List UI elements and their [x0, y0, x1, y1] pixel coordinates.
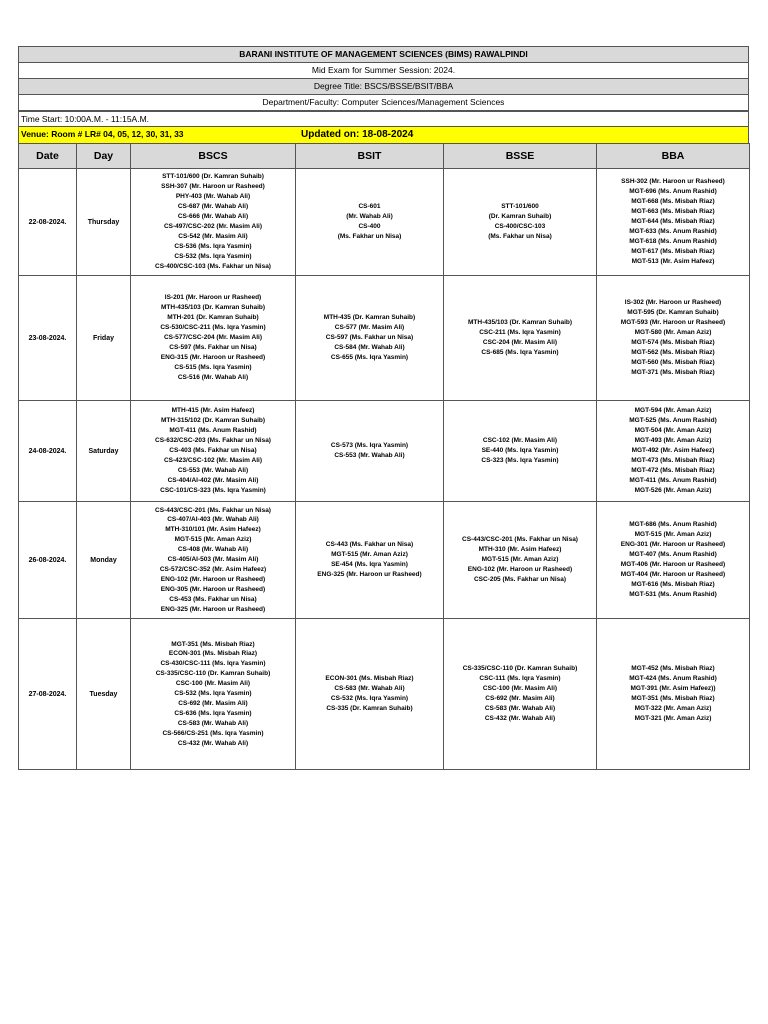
course-entry: MGT-593 (Mr. Haroon ur Rasheed): [620, 319, 726, 327]
course-entry: CS-532 (Ms. Iqra Yasmin): [174, 252, 252, 260]
bscs-cell: [131, 276, 296, 401]
course-entry: CS-405/AI-503 (Mr. Masim Ali): [167, 556, 259, 564]
course-entry: MGT-515 (Mr. Aman Aziz): [481, 556, 559, 564]
course-entry: MGT-351 (Ms. Misbah Riaz): [631, 695, 715, 702]
course-entry: CS-432 (Mr. Wahab Ali): [484, 714, 556, 722]
bba-cell: [597, 401, 750, 502]
bsit-cell: [296, 502, 444, 619]
course-entry: CS-572/CSC-352 (Mr. Asim Hafeez): [159, 565, 267, 573]
course-entry: MGT-644 (Ms. Misbah Riaz): [631, 218, 715, 226]
table-row: [19, 276, 750, 401]
col-header-bsit: BSIT: [296, 144, 444, 169]
course-entry: CS-577 (Mr. Masim Ali): [334, 324, 405, 332]
course-entry: ENG-325 (Mr. Haroon ur Rasheed): [317, 570, 422, 578]
col-header-date: Date: [19, 144, 77, 169]
course-entry: CS-601: [358, 203, 381, 211]
course-entry: CS-553 (Mr. Wahab Ali): [177, 466, 249, 474]
course-entry: CS-497/CSC-202 (Mr. Masim Ali): [163, 223, 262, 230]
course-entry: CS-583 (Mr. Wahab Ali): [484, 704, 556, 712]
course-entry: ENG-325 (Mr. Haroon ur Rasheed): [160, 605, 266, 613]
course-entry: MGT-406 (Mr. Haroon ur Rasheed): [620, 561, 726, 568]
course-entry: CS-400/CSC-103 (Ms. Fakhar un Nisa): [155, 262, 271, 270]
course-entry: (Mr. Wahab Ali): [346, 213, 393, 221]
course-entry: SSH-302 (Mr. Haroon ur Rasheed): [621, 178, 725, 186]
course-entry: CS-583 (Mr. Wahab Ali): [334, 685, 405, 693]
venue-text: Venue: Room # LR# 04, 05, 12, 30, 31, 33: [21, 129, 184, 139]
course-entry: CS-530/CSC-211 (Ms. Iqra Yasmin): [160, 324, 266, 332]
course-entry: CS-583 (Mr. Wahab Ali): [177, 719, 249, 727]
institute-title: BARANI INSTITUTE OF MANAGEMENT SCIENCES (BIMS) RAWALPINDI: [18, 46, 749, 62]
course-entry: ENG-315 (Mr. Haroon ur Rasheed): [160, 353, 266, 361]
course-entry: MGT-424 (Ms. Anum Rashid): [629, 675, 717, 683]
course-entry: MGT-580 (Mr. Aman Aziz): [634, 329, 712, 337]
course-entry: MGT-504 (Mr. Aman Aziz): [634, 427, 712, 435]
course-entry: ENG-301 (Mr. Haroon ur Rasheed): [620, 541, 726, 549]
course-entry: MGT-616 (Ms. Misbah Riaz): [631, 580, 715, 588]
bsse-cell: [444, 169, 597, 276]
course-entry: MGT-531 (Ms. Anum Rashid): [629, 590, 717, 598]
course-entry: CS-692 (Mr. Masim Ali): [485, 695, 555, 702]
date-cell: 22-08-2024.: [19, 169, 77, 276]
course-entry: MGT-391 (Mr. Asim Hafeez)): [630, 685, 716, 693]
course-entry: CS-515 (Ms. Iqra Yasmin): [174, 363, 252, 371]
course-entry: CS-692 (Mr. Masim Ali): [178, 699, 248, 707]
course-entry: MTH-315/102 (Dr. Kamran Suhaib): [160, 417, 266, 425]
course-entry: CS-453 (Ms. Fakhar un Nisa): [169, 595, 257, 603]
department-title: Department/Faculty: Computer Sciences/Management Sciences: [18, 94, 749, 110]
date-cell: 27-08-2024.: [19, 619, 77, 770]
bba-cell: [597, 276, 750, 401]
course-entry: MGT-668 (Ms. Misbah Riaz): [631, 198, 715, 206]
exam-title: Mid Exam for Summer Session: 2024.: [18, 62, 749, 78]
day-cell: Saturday: [77, 401, 131, 502]
course-entry: MGT-633 (Ms. Anum Rashid): [629, 227, 717, 235]
course-entry: CS-432 (Mr. Wahab Ali): [177, 739, 249, 747]
bba-cell: [597, 619, 750, 770]
col-header-bscs: BSCS: [131, 144, 296, 169]
course-entry: ENG-305 (Mr. Haroon ur Rasheed): [160, 585, 266, 593]
course-entry: MGT-617 (Ms. Misbah Riaz): [631, 247, 715, 255]
course-entry: MGT-322 (Mr. Aman Aziz): [634, 704, 712, 712]
updated-date: Updated on: 18-08-2024: [301, 129, 414, 140]
course-entry: CSC-211 (Ms. Iqra Yasmin): [479, 329, 561, 337]
course-entry: CS-400/CSC-103: [494, 223, 546, 230]
bsse-cell: [444, 401, 597, 502]
bba-cell: [597, 502, 750, 619]
bsse-cell: [444, 619, 597, 770]
course-entry: CS-443 (Ms. Fakhar un Nisa): [325, 541, 414, 549]
course-entry: MGT-513 (Mr. Asim Hafeez): [631, 257, 715, 265]
date-cell: 23-08-2024.: [19, 276, 77, 401]
course-entry: CS-577/CSC-204 (Mr. Masim Ali): [163, 334, 262, 342]
course-entry: CS-573 (Ms. Iqra Yasmin): [330, 442, 409, 450]
course-entry: ECON-301 (Ms. Misbah Riaz): [168, 650, 258, 658]
course-entry: MTH-310/101 (Mr. Asim Hafeez): [165, 526, 261, 534]
time-start: Time Start: 10:00A.M. - 11:15A.M.: [18, 110, 749, 126]
course-entry: MGT-493 (Mr. Aman Aziz): [634, 437, 712, 445]
course-entry: IS-302 (Mr. Haroon ur Rasheed): [624, 299, 722, 307]
course-entry: CS-400: [358, 223, 381, 230]
table-row: [19, 401, 750, 502]
course-entry: MGT-525 (Ms. Anum Rashid): [629, 417, 717, 425]
course-entry: MGT-562 (Ms. Misbah Riaz): [631, 348, 715, 356]
bsse-cell: [444, 502, 597, 619]
day-cell: Monday: [77, 502, 131, 619]
course-entry: CS-687 (Mr. Wahab Ali): [177, 203, 249, 211]
course-entry: MGT-411 (Ms. Anum Rashid): [629, 476, 717, 484]
col-header-bba: BBA: [597, 144, 750, 169]
course-entry: MGT-473 (Ms. Misbah Riaz): [631, 456, 715, 464]
course-entry: MGT-515 (Mr. Aman Aziz): [331, 551, 408, 559]
course-entry: CS-553 (Mr. Wahab Ali): [334, 452, 405, 459]
course-entry: MGT-404 (Mr. Haroon ur Rasheed): [620, 570, 726, 578]
datesheet: [18, 46, 749, 770]
course-entry: CS-597 (Ms. Fakhar un Nisa): [169, 343, 257, 351]
bba-cell: [597, 169, 750, 276]
course-entry: MTH-435/103 (Dr. Kamran Suhaib): [467, 319, 573, 327]
course-entry: MTH-310 (Mr. Asim Hafeez): [478, 546, 562, 554]
course-entry: MTH-201 (Dr. Kamran Suhaib): [167, 314, 259, 322]
course-entry: CS-403 (Ms. Fakhar un Nisa): [169, 447, 257, 455]
day-cell: Tuesday: [77, 619, 131, 770]
course-entry: CS-335/CSC-110 (Dr. Kamran Suhaib): [462, 665, 578, 673]
course-entry: MGT-560 (Ms. Misbah Riaz): [631, 358, 715, 366]
course-entry: PHY-403 (Mr. Wahab Ali): [175, 193, 251, 201]
course-entry: MGT-594 (Mr. Aman Aziz): [634, 407, 712, 415]
course-entry: SSH-307 (Mr. Haroon ur Rasheed): [161, 183, 265, 191]
course-entry: MGT-351 (Ms. Misbah Riaz): [171, 640, 255, 648]
course-entry: (Ms. Fakhar un Nisa): [488, 232, 552, 240]
course-entry: CS-407/AI-403 (Mr. Wahab Ali): [167, 516, 259, 524]
col-header-bsse: BSSE: [444, 144, 597, 169]
course-entry: CS-666 (Mr. Wahab Ali): [177, 213, 249, 221]
course-entry: MGT-696 (Ms. Anum Rashid): [629, 188, 717, 196]
course-entry: MGT-663 (Ms. Misbah Riaz): [631, 208, 715, 216]
course-entry: IS-201 (Mr. Haroon ur Rasheed): [164, 294, 262, 302]
course-entry: CS-536 (Ms. Iqra Yasmin): [174, 242, 252, 250]
course-entry: (Dr. Kamran Suhaib): [488, 213, 552, 221]
course-entry: CSC-101/CS-323 (Ms. Iqra Yasmin): [160, 486, 266, 494]
course-entry: ECON-301 (Ms. Misbah Riaz): [325, 675, 414, 683]
course-entry: CSC-100 (Mr. Masim Ali): [482, 685, 558, 693]
course-entry: MGT-618 (Ms. Anum Rashid): [629, 237, 717, 245]
bsse-cell: [444, 276, 597, 401]
course-entry: MGT-411 (Ms. Anum Rashid): [169, 427, 257, 435]
course-entry: SE-440 (Ms. Iqra Yasmin): [481, 447, 559, 455]
day-cell: Friday: [77, 276, 131, 401]
bscs-cell: [131, 619, 296, 770]
table-header: [19, 144, 750, 169]
course-entry: CSC-111 (Ms. Iqra Yasmin): [479, 675, 561, 683]
course-entry: CS-408 (Mr. Wahab Ali): [177, 546, 249, 554]
course-entry: CS-542 (Mr. Masim Ali): [178, 232, 248, 240]
date-cell: 26-08-2024.: [19, 502, 77, 619]
bscs-cell: [131, 502, 296, 619]
course-entry: ENG-102 (Mr. Haroon ur Rasheed): [160, 575, 266, 583]
course-entry: MGT-686 (Ms. Anum Rashid): [629, 521, 717, 529]
course-entry: STT-101/600: [501, 203, 539, 211]
col-header-day: Day: [77, 144, 131, 169]
course-entry: CSC-100 (Mr. Masim Ali): [175, 680, 251, 688]
course-entry: CS-516 (Mr. Wahab Ali): [177, 373, 249, 381]
course-entry: CSC-102 (Mr. Masim Ali): [482, 437, 558, 445]
course-entry: MGT-526 (Mr. Aman Aziz): [634, 486, 712, 494]
table-row: [19, 169, 750, 276]
course-entry: CS-584 (Mr. Wahab Ali): [334, 343, 405, 351]
course-entry: MGT-371 (Ms. Misbah Riaz): [631, 368, 715, 376]
course-entry: MGT-574 (Ms. Misbah Riaz): [631, 339, 715, 346]
course-entry: MTH-415 (Mr. Asim Hafeez): [171, 407, 255, 415]
course-entry: CS-430/CSC-111 (Ms. Iqra Yasmin): [160, 660, 266, 668]
course-entry: CS-632/CSC-203 (Ms. Fakhar un Nisa): [155, 437, 271, 445]
course-entry: CS-443/CSC-201 (Ms. Fakhar un Nisa): [155, 506, 271, 514]
bscs-cell: [131, 401, 296, 502]
course-entry: CS-532 (Ms. Iqra Yasmin): [330, 695, 409, 702]
course-entry: MGT-515 (Mr. Aman Aziz): [634, 531, 712, 539]
course-entry: MTH-435 (Dr. Kamran Suhaib): [323, 314, 416, 322]
course-entry: CS-685 (Ms. Iqra Yasmin): [481, 348, 559, 356]
course-entry: CS-423/CSC-102 (Mr. Masim Ali): [163, 456, 262, 464]
course-entry: MGT-595 (Dr. Kamran Suhaib): [627, 309, 719, 317]
course-entry: MGT-472 (Ms. Misbah Riaz): [631, 466, 715, 474]
bscs-cell: [131, 169, 296, 276]
bsit-cell: [296, 619, 444, 770]
course-entry: CS-597 (Ms. Fakhar un Nisa): [325, 334, 414, 342]
bsit-cell: [296, 401, 444, 502]
course-entry: CS-655 (Ms. Iqra Yasmin): [330, 353, 409, 361]
course-entry: CS-532 (Ms. Iqra Yasmin): [174, 690, 252, 698]
exam-table: [18, 143, 750, 770]
course-entry: CSC-205 (Ms. Fakhar un Nisa): [473, 575, 567, 583]
course-entry: CS-566/CS-251 (Ms. Iqra Yasmin): [162, 729, 264, 737]
course-entry: MGT-321 (Mr. Aman Aziz): [634, 714, 712, 722]
course-entry: CSC-204 (Mr. Masim Ali): [482, 339, 558, 346]
course-entry: MTH-435/103 (Dr. Kamran Suhaib): [160, 304, 266, 312]
course-entry: CS-335/CSC-110 (Dr. Kamran Suhaib): [155, 670, 271, 678]
course-entry: MGT-407 (Ms. Anum Rashid): [629, 551, 717, 559]
course-entry: ENG-102 (Mr. Haroon ur Rasheed): [467, 565, 573, 573]
course-entry: MGT-515 (Mr. Aman Aziz): [174, 536, 252, 544]
table-row: [19, 619, 750, 770]
table-row: [19, 502, 750, 619]
course-entry: STT-101/600 (Dr. Kamran Suhaib): [162, 173, 264, 181]
course-entry: MGT-452 (Ms. Misbah Riaz): [631, 665, 715, 673]
venue-bar: [18, 126, 749, 143]
course-entry: CS-636 (Ms. Iqra Yasmin): [174, 709, 252, 717]
course-entry: (Ms. Fakhar un Nisa): [337, 232, 402, 240]
course-entry: SE-454 (Ms. Iqra Yasmin): [331, 561, 408, 568]
bsit-cell: [296, 276, 444, 401]
degree-title: Degree Title: BSCS/BSSE/BSIT/BBA: [18, 78, 749, 94]
course-entry: CS-443/CSC-201 (Ms. Fakhar un Nisa): [462, 536, 578, 544]
course-entry: CS-323 (Ms. Iqra Yasmin): [481, 456, 559, 464]
course-entry: CS-404/AI-402 (Mr. Masim Ali): [167, 476, 259, 484]
bsit-cell: [296, 169, 444, 276]
course-entry: CS-335 (Dr. Kamran Suhaib): [326, 704, 413, 712]
date-cell: 24-08-2024.: [19, 401, 77, 502]
day-cell: Thursday: [77, 169, 131, 276]
course-entry: MGT-492 (Mr. Asim Hafeez): [631, 447, 715, 455]
